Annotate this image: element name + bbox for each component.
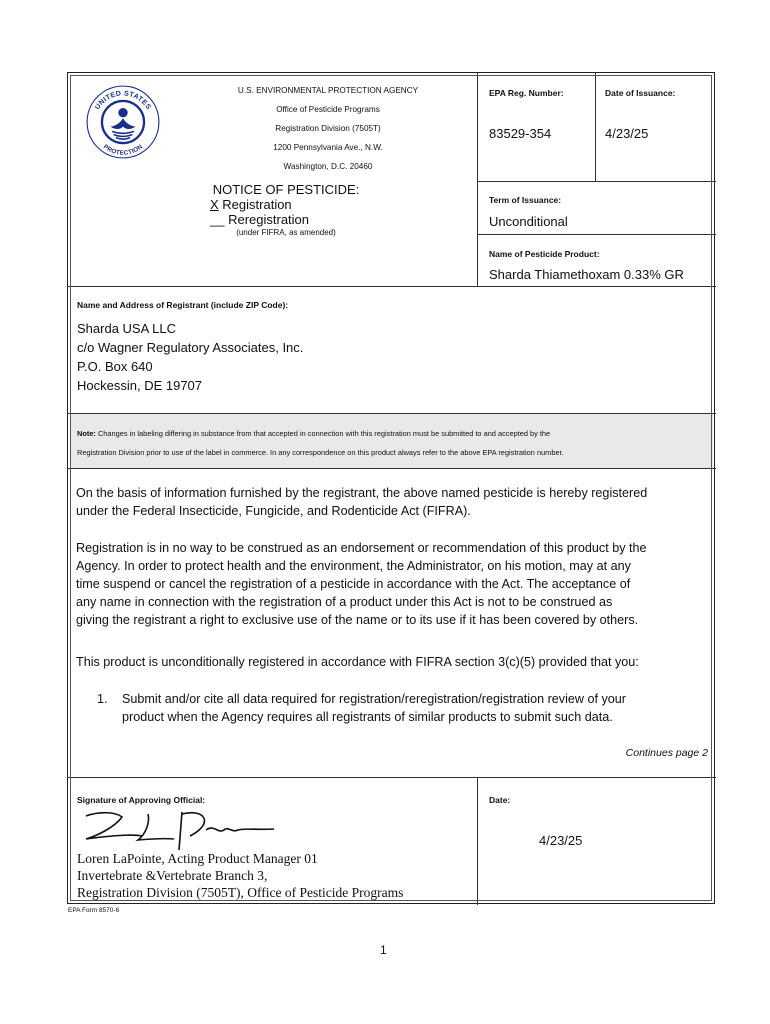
reregistration-mark: __ [210,212,225,227]
registrant-address [77,319,303,395]
registrant-city: Hockessin, DE 19707 [77,378,203,393]
issuance-date-label: Date of Issuance: [605,88,676,98]
registrant-po-box: P.O. Box 640 [77,359,153,374]
reregistration-label: Reregistration [228,212,310,227]
seal-top-text: UNITED STATES [94,90,152,112]
condition-item-1 [97,690,712,726]
registrant-label: Name and Address of Registrant (include ZIP Code): [77,300,289,310]
handwritten-signature [78,806,278,852]
official-name: Loren LaPointe, Acting Product Manager 01 [77,851,318,866]
agency-street: 1200 Pennsylvania Ave., N.W. [273,143,383,152]
body-p1-line-1: On the basis of information furnished by the registrant, the above named pesticide is hereby registered [76,486,648,500]
reg-number-value: 83529-354 [489,126,552,141]
seal-bottom-text: PROTECTION [101,143,145,157]
note-line-2: Registration Division prior to use of the label in commerce. In any correspondence on this product always refer to the above EPA registration number. [77,448,564,457]
body-p2-line-5: giving the registrant a right to exclusive use of the name or to its use if it has been covered by others. [76,613,639,627]
approving-official [77,850,403,901]
note-text [77,424,564,462]
body-p2-line-2: Agency. In order to protect health and the environment, the Administrator, on his motion, may at any [76,559,631,573]
body-p1-line-2: under the Federal Insecticide, Fungicide, and Rodenticide Act (FIFRA). [76,504,471,518]
note-line-1: Changes in labeling differing in substance from that accepted in connection with this registration must be submitted to and accepted by the [97,429,551,438]
term-value: Unconditional [489,214,568,229]
notice-option-reregistration [186,212,386,227]
condition-item-1-number: 1. [97,692,108,706]
agency-name: U.S. ENVIRONMENTAL PROTECTION AGENCY [237,86,419,95]
body-p2-line-4: any name in connection with the registration of a product under this Act is not to be construed as [76,595,613,609]
condition-item-1-line-2: product when the Agency requires all registrants of similar products to submit such data. [122,710,613,724]
agency-office: Office of Pesticide Programs [276,105,380,114]
reg-number-label: EPA Reg. Number: [489,88,564,98]
page-number: 1 [380,943,387,957]
agency-division: Registration Division (7505T) [275,124,381,133]
sign-date-label: Date: [489,795,511,805]
body-p2-line-3: time suspend or cancel the registration of a pesticide in accordance with the Act. The acceptance of [76,577,631,591]
sign-date-value: 4/23/25 [539,833,583,848]
form-id: EPA Form 8570-6 [68,907,120,914]
notice-sub: (under FIFRA, as amended) [236,228,336,237]
signature-label: Signature of Approving Official: [77,795,206,805]
term-label: Term of Issuance: [489,195,562,205]
notice-option-registration [186,197,386,212]
issuance-date-value: 4/23/25 [605,126,649,141]
continues-note: Continues page 2 [625,747,708,759]
registration-label: Registration [222,197,292,212]
official-branch: Invertebrate &Vertebrate Branch 3, [77,868,268,883]
epa-seal-icon [84,83,162,161]
agency-city: Washington, D.C. 20460 [283,162,373,171]
official-division: Registration Division (7505T), Office of Pesticide Programs [77,885,404,900]
registrant-care-of: c/o Wagner Regulatory Associates, Inc. [77,340,304,355]
body-p2-line-1: Registration is in no way to be construed as an endorsement or recommendation of this product by the [76,541,647,555]
notice-title: NOTICE OF PESTICIDE: [212,182,360,197]
body-paragraph-1 [76,484,712,520]
registration-mark: X [210,197,219,212]
body-paragraph-3: This product is unconditionally registered in accordance with FIFRA section 3(c)(5) provided that you: [76,655,639,669]
product-name-label: Name of Pesticide Product: [489,249,600,259]
condition-item-1-line-1: Submit and/or cite all data required for registration/reregistration/registration review of your [122,692,626,706]
registration-form [67,72,715,904]
notice-block [186,182,386,237]
agency-address [203,81,453,176]
note-label: Note: [77,429,96,438]
body-paragraph-2 [76,539,712,629]
registrant-name: Sharda USA LLC [77,321,177,336]
product-name-value: Sharda Thiamethoxam 0.33% GR [489,267,684,282]
